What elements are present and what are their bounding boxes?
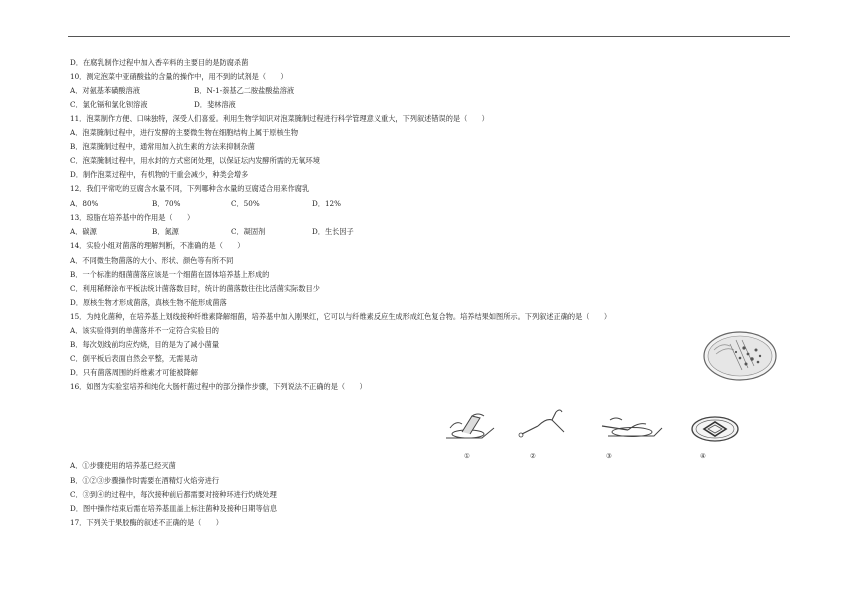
q15-stem: 15．为纯化菌种，在培养基上划线接种纤维素降解细菌，培养基中加入刚果红，它可以与纤维素反应生成形成红色复合物。培养结果如图所示。下列叙述正确的是（ ）: [70, 312, 612, 321]
q16-label-1: ①: [464, 452, 470, 460]
q15-petri-dish-figure: [700, 328, 780, 384]
q15-option-c: C．倒平板后表面自然会平整，无需晃动: [70, 354, 198, 363]
q10-option-d: D．斐林溶液: [194, 100, 236, 109]
q16-label-3: ③: [606, 452, 612, 460]
q16-stem: 16．如图为实验室培养和纯化大肠杆菌过程中的部分操作步骤，下列说法不正确的是（ ）: [70, 382, 367, 391]
q15-option-a: A．该实验得到的单菌落并不一定符合实验目的: [70, 326, 219, 335]
q15-option-b: B．每次划线前均应灼烧，目的是为了减小菌量: [70, 340, 220, 349]
q14-option-c: C．利用稀释涂布平板法统计菌落数目时，统计的菌落数往往比活菌实际数目少: [70, 284, 320, 293]
q9-option-d: D．在腐乳制作过程中加入香辛料的主要目的是防腐杀菌: [70, 58, 249, 67]
q13-option-d: D．生长因子: [312, 227, 354, 236]
q16-option-a: A．①步骤使用的培养基已经灭菌: [70, 461, 176, 470]
q16-option-b: B．①②③步骤操作时需要在酒精灯火焰旁进行: [70, 476, 220, 485]
q13-option-a: A．碳源: [70, 227, 97, 236]
q15-option-d: D．只有菌落周围的纤维素才可能被降解: [70, 368, 198, 377]
q11-stem: 11．泡菜制作方便、口味独特，深受人们喜爱。利用生物学知识对泡菜腌制过程进行科学管理意义重大，下列叙述错误的是（ ）: [70, 114, 489, 123]
q11-option-c: C．泡菜腌制过程中，用水封的方式密闭处理，以保证坛内发酵所需的无氧环境: [70, 156, 320, 165]
q17-stem: 17．下列关于果胶酶的叙述不正确的是（ ）: [70, 518, 223, 527]
q16-label-4: ④: [700, 452, 706, 460]
q16-step1-pour-plate-figure: [442, 410, 500, 446]
q10-option-b: B．N-1-萘基乙二胺盐酸盐溶液: [194, 86, 295, 95]
q12-option-a: A．80%: [70, 199, 99, 208]
q16-step2-inoculating-loop-figure: [516, 404, 572, 444]
q12-stem: 12．我们平常吃的豆腐含水量不同，下列哪种含水量的豆腐适合用来作腐乳: [70, 184, 310, 193]
q14-option-b: B．一个标准的细菌菌落应该是一个细菌在固体培养基上形成的: [70, 270, 270, 279]
q14-stem: 14．实验小组对菌落的理解判断，不准确的是（ ）: [70, 241, 245, 250]
q14-option-d: D．原核生物才形成菌落，真核生物不能形成菌落: [70, 298, 227, 307]
q10-option-a: A．对氨基苯磺酸溶液: [70, 86, 140, 95]
q16-label-2: ②: [530, 452, 536, 460]
q11-option-b: B．泡菜腌制过程中，通常用加入抗生素的方法来抑制杂菌: [70, 142, 255, 151]
q16-step4-plate-figure: [690, 414, 740, 444]
q14-option-a: A．不同微生物菌落的大小、形状、颜色等有所不同: [70, 256, 234, 265]
q10-stem: 10．测定泡菜中亚硝酸盐的含量的操作中，用不到的试剂是（ ）: [70, 72, 288, 81]
q11-option-d: D．制作泡菜过程中，有机物的干重会减少，种类会增多: [70, 170, 249, 179]
q12-option-d: D．12%: [312, 199, 341, 208]
header-rule: [68, 36, 790, 37]
q11-option-a: A．泡菜腌制过程中，进行发酵的主要微生物在细胞结构上属于原核生物: [70, 128, 299, 137]
q16-step3-streak-figure: [598, 410, 668, 444]
q12-option-c: C．50%: [231, 199, 260, 208]
q13-stem: 13．琼脂在培养基中的作用是（ ）: [70, 213, 195, 222]
q16-option-d: D．图中操作结束后需在培养基皿盖上标注菌种及接种日期等信息: [70, 504, 278, 513]
q16-option-c: C．③到④的过程中，每次接种前后都需要对接种环进行灼烧处理: [70, 490, 277, 499]
q10-option-c: C．氯化镉和氯化钡溶液: [70, 100, 148, 109]
q12-option-b: B．70%: [152, 199, 181, 208]
q13-option-b: B．氮源: [152, 227, 179, 236]
q13-option-c: C．凝固剂: [231, 227, 266, 236]
